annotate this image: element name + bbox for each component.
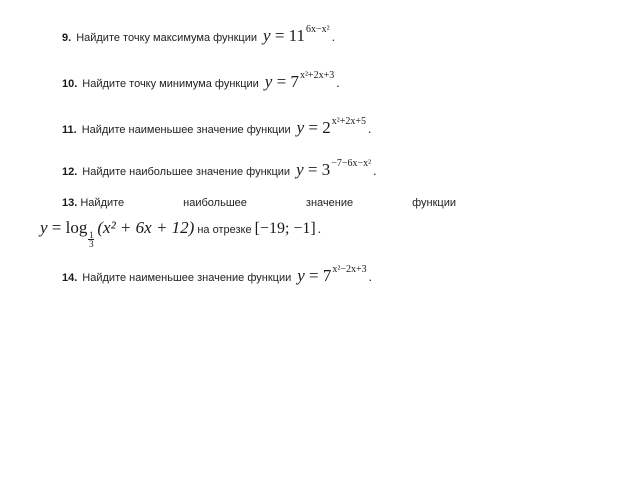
problem-number: 13.	[62, 197, 78, 209]
formula-eq: =	[309, 266, 319, 285]
problem-12	[62, 160, 376, 180]
formula-base: 7	[322, 266, 332, 285]
problem-word: значение	[305, 197, 354, 209]
log-base-fraction	[88, 231, 94, 248]
formula-base: 7	[290, 72, 299, 91]
formula-eq: =	[51, 218, 62, 237]
formula	[263, 26, 330, 46]
problem-10	[62, 72, 339, 92]
problem-text: на отрезке	[197, 224, 252, 236]
formula-lhs: y	[263, 26, 271, 45]
formula-exponent: x²+2x+3	[299, 70, 335, 81]
problem-word: Найдите	[80, 197, 125, 209]
log-base-numerator: 1	[89, 230, 94, 240]
punctuation: .	[336, 75, 340, 90]
problem-number: 14.	[62, 272, 78, 284]
formula-eq: =	[276, 72, 287, 91]
formula	[297, 266, 366, 286]
problem-13-start	[62, 197, 124, 209]
formula	[297, 118, 366, 138]
formula-exponent: x²−2x+3	[332, 264, 367, 275]
problem-text: Найдите наибольшее значение функции	[82, 166, 291, 178]
punctuation: .	[317, 221, 321, 236]
problem-13-line-1	[62, 197, 456, 209]
formula-exponent: −7−6x−x²	[331, 158, 372, 169]
formula-base: 11	[288, 26, 306, 45]
formula-lhs: y	[296, 160, 304, 179]
problem-number: 9.	[62, 32, 72, 44]
segment: [−19; −1]	[254, 220, 316, 237]
formula-eq: =	[307, 160, 318, 179]
punctuation: .	[373, 163, 377, 178]
problem-9	[62, 26, 335, 46]
formula-base: 2	[322, 118, 331, 137]
problem-11	[62, 118, 371, 138]
log-argument: (x² + 6x + 12)	[97, 218, 195, 237]
formula	[296, 160, 371, 180]
formula	[265, 72, 334, 92]
formula-eq: =	[274, 26, 285, 45]
problem-14	[62, 266, 372, 286]
problem-number: 10.	[62, 78, 78, 90]
formula-lhs: y	[297, 266, 305, 285]
problem-text: Найдите точку максимума функции	[76, 32, 258, 44]
punctuation: .	[368, 121, 372, 136]
problem-number: 12.	[62, 166, 78, 178]
problem-number: 11.	[62, 124, 77, 136]
punctuation: .	[368, 269, 372, 284]
problem-word: наибольшее	[183, 197, 247, 209]
log-base-denominator: 3	[89, 239, 94, 249]
problem-text: Найдите наименьшее значение функции	[82, 272, 292, 284]
formula-lhs: y	[40, 218, 48, 237]
formula-lhs: y	[296, 118, 305, 137]
problem-text: Найдите точку минимума функции	[82, 78, 259, 90]
formula	[40, 218, 195, 249]
problem-word: функции	[412, 197, 456, 209]
formula-lhs: y	[264, 72, 273, 91]
formula-exponent: 6x−x²	[306, 24, 330, 35]
formula-base: 3	[321, 160, 331, 179]
problem-text: Найдите наименьшее значение функции	[81, 124, 291, 136]
log-label: log	[65, 218, 88, 237]
formula-exponent: x²+2x+5	[331, 116, 367, 127]
formula-eq: =	[308, 118, 319, 137]
punctuation: .	[331, 29, 335, 44]
problem-13-line-2	[40, 218, 321, 249]
